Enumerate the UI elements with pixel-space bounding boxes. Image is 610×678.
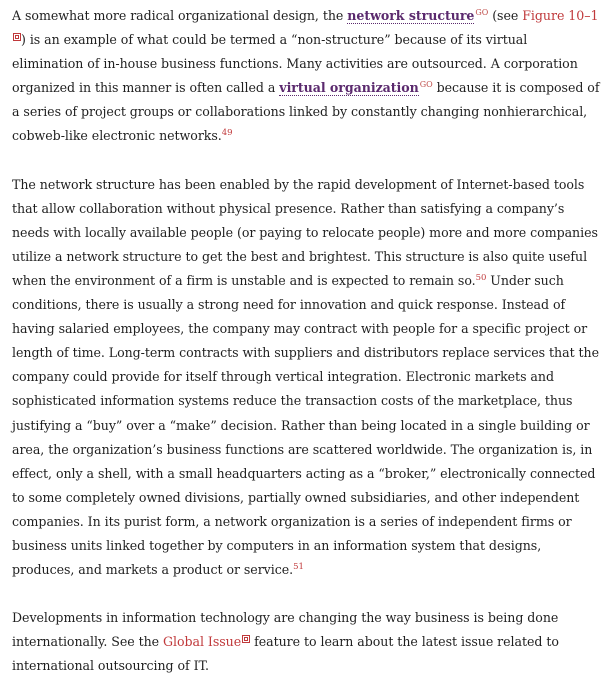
footnote-ref[interactable]: 50 bbox=[475, 272, 487, 283]
glossary-term-virtual-organization[interactable]: virtual organization bbox=[279, 80, 419, 96]
text: feature to learn about the latest issue related to international outsourcing of IT. bbox=[12, 634, 559, 674]
text: (see bbox=[488, 8, 523, 23]
text: Under such conditions, there is usually a strong need for innovation and quick response. Instead of having salaried employees, the company may contract with people for a specific project or length of time. Long-term contracts with suppliers and distributors replace services that the company could provide for itself through vertical integration. Electronic markets and sophisticated information systems reduce the transaction costs of the marketplace, thus justifying a “buy” over a “make” decision. Rather than being located in a single building or area, the organization’s business functions are scattered worldwide. The organization is, in effect, only a shell, with a small headquarters acting as a “broker,” electronically connected to some completely owned divisions, partially owned subsidiaries, and other independent companies. In its purist form, a network organization is a series of independent firms or business units linked together by computers in an information system that designs, produces, and markets a product or service. bbox=[12, 272, 600, 578]
text: The network structure has been enabled by the rapid development of Internet-based tools that allow collaboration without physical presence. Rather than satisfying a company’s needs with locally available people (or paying to relocate people) more and more companies utilize a network structure to get the best and brightest. This structure is also quite useful when the environment of a firm is unstable and is expected to remain so. bbox=[12, 176, 598, 288]
text: A somewhat more radical organizational design, the bbox=[12, 8, 348, 23]
text: Developments in information technology are changing the way business is being done internationally. See the bbox=[12, 610, 559, 650]
paragraph-global-issue bbox=[12, 606, 602, 678]
glossary-icon[interactable]: GO bbox=[419, 80, 433, 90]
text: ) is an example of what could be termed a “non-structure” because of its virtual elimination of in-house business functions. Many activities are outsourced. A corporation organized in this manner is often called a bbox=[12, 32, 578, 96]
paragraph-network-structure bbox=[12, 4, 602, 149]
figure-link[interactable]: Figure 10–1 bbox=[522, 8, 599, 23]
footnote-ref[interactable]: 49 bbox=[221, 128, 233, 139]
glossary-icon[interactable]: GO bbox=[475, 7, 489, 17]
external-link-icon[interactable] bbox=[242, 635, 250, 643]
paragraph-network-details bbox=[12, 173, 602, 583]
global-issue-link[interactable]: Global Issue bbox=[163, 634, 242, 650]
footnote-ref[interactable]: 51 bbox=[293, 561, 304, 572]
glossary-term-network-structure[interactable]: network structure bbox=[347, 8, 475, 23]
text: because it is composed of a series of project groups or collaborations linked by constantly changing nonhierarchical, cobweb-like electronic networks. bbox=[12, 80, 600, 144]
external-link-icon[interactable] bbox=[13, 33, 21, 41]
